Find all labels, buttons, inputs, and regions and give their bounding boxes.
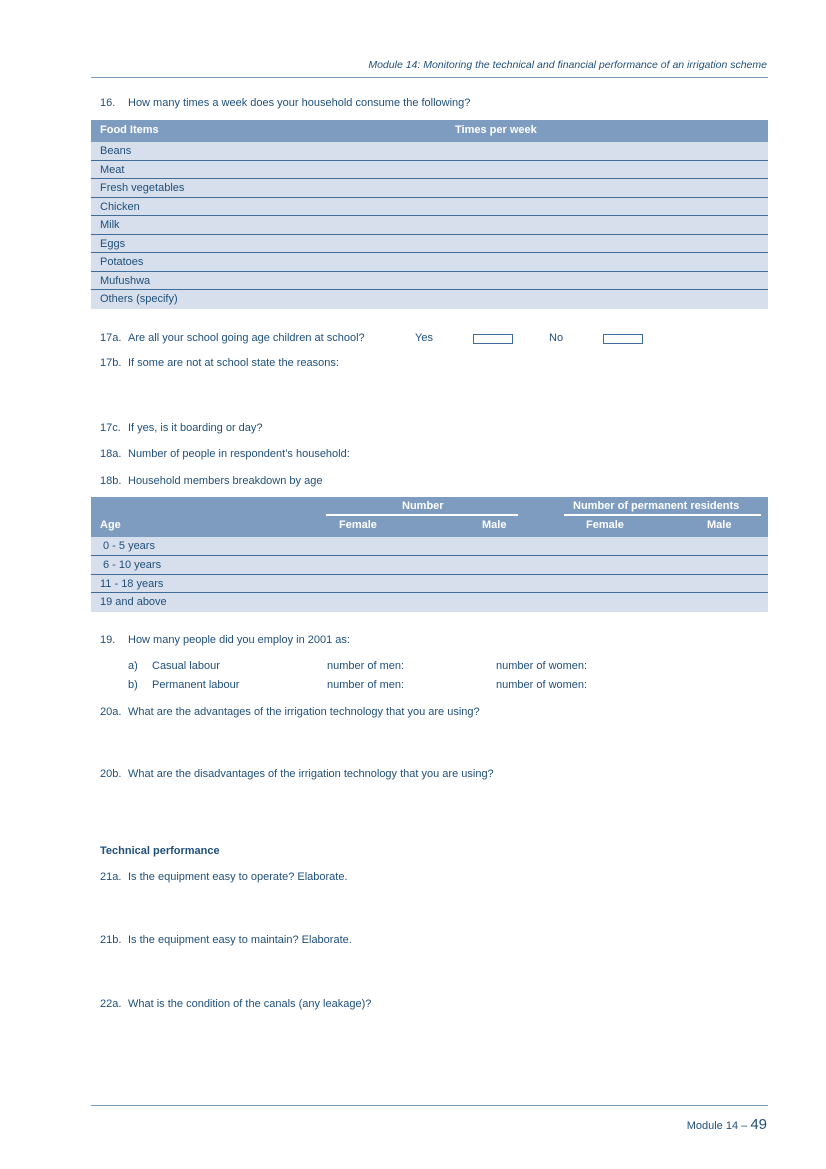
question-number: 20b. xyxy=(100,768,122,780)
table-row: Mufushwa xyxy=(91,272,768,291)
table-row: Meat xyxy=(91,161,768,180)
question-text: Are all your school going age children at school? xyxy=(128,332,365,344)
question-18b xyxy=(100,475,322,487)
question-text: Household members breakdown by age xyxy=(128,475,323,487)
question-text: If some are not at school state the reasons: xyxy=(128,357,339,369)
question-20b xyxy=(100,768,494,780)
question-number: 17a. xyxy=(100,332,122,344)
column-header-male: Male xyxy=(482,519,507,531)
question-number: 17c. xyxy=(100,422,121,434)
question-number: 18a. xyxy=(100,448,122,460)
question-number: 22a. xyxy=(100,998,122,1010)
column-header-male: Male xyxy=(707,519,732,531)
question-number: 21b. xyxy=(100,934,122,946)
question-number: 19. xyxy=(100,634,116,646)
question-text: What are the advantages of the irrigation technology that you are using? xyxy=(128,706,480,718)
question-20a xyxy=(100,706,480,718)
question-22a xyxy=(100,998,371,1010)
table-row: Eggs xyxy=(91,235,768,254)
table-row: Others (specify) xyxy=(91,290,768,309)
question-text: Is the equipment easy to operate? Elaborate. xyxy=(128,871,348,883)
item-letter: b) xyxy=(128,679,138,691)
question-number: 20a. xyxy=(100,706,122,718)
question-text: If yes, is it boarding or day? xyxy=(128,422,263,434)
table-row: Milk xyxy=(91,216,768,235)
header-rule xyxy=(91,77,768,78)
item-label: Casual labour xyxy=(152,660,220,672)
household-age-table xyxy=(91,497,768,612)
question-17b xyxy=(100,357,339,369)
table-row: 0 - 5 years xyxy=(91,537,768,556)
header-underline xyxy=(564,514,761,516)
column-header-female: Female xyxy=(339,519,377,531)
question-17a xyxy=(100,332,365,344)
column-group-permanent-residents: Number of permanent residents xyxy=(573,500,740,512)
column-group-number: Number xyxy=(402,500,444,512)
question-21b xyxy=(100,934,352,946)
table-header xyxy=(91,120,768,142)
footer-rule xyxy=(91,1105,768,1106)
no-label: No xyxy=(549,332,564,344)
page-number: 49 xyxy=(750,1116,767,1133)
page-footer xyxy=(687,1116,767,1133)
table-row: Beans xyxy=(91,142,768,161)
women-label: number of women: xyxy=(496,679,588,691)
table-row: 11 - 18 years xyxy=(91,575,768,594)
food-consumption-table xyxy=(91,120,768,309)
question-number: 18b. xyxy=(100,475,122,487)
table-row: 6 - 10 years xyxy=(91,556,768,575)
header-underline xyxy=(326,514,518,516)
question-text: What is the condition of the canals (any leakage)? xyxy=(128,998,372,1010)
item-letter: a) xyxy=(128,660,138,672)
question-text: How many times a week does your household consume the following? xyxy=(128,97,471,109)
column-header-female: Female xyxy=(586,519,624,531)
table-row: Fresh vegetables xyxy=(91,179,768,198)
men-label: number of men: xyxy=(327,660,405,672)
footer-label: Module 14 – xyxy=(686,1120,748,1132)
no-checkbox[interactable] xyxy=(603,334,643,344)
section-title: Technical performance xyxy=(100,845,220,857)
header-title: Module 14: Monitoring the technical and financial performance of an irrigation scheme xyxy=(368,59,767,71)
question-17c xyxy=(100,422,263,434)
women-label: number of women: xyxy=(496,660,588,672)
question-number: 16. xyxy=(100,97,116,109)
column-header-times-per-week: Times per week xyxy=(455,124,537,136)
yes-checkbox[interactable] xyxy=(473,334,513,344)
column-header-age: Age xyxy=(100,519,121,531)
men-label: number of men: xyxy=(327,679,405,691)
question-text: How many people did you employ in 2001 as: xyxy=(128,634,350,646)
table-row: Chicken xyxy=(91,198,768,217)
question-number: 21a. xyxy=(100,871,122,883)
question-text: Number of people in respondent’s household: xyxy=(128,448,350,460)
table-row: 19 and above xyxy=(91,593,768,612)
question-number: 17b. xyxy=(100,357,122,369)
item-label: Permanent labour xyxy=(152,679,240,691)
yes-label: Yes xyxy=(415,332,433,344)
question-16 xyxy=(100,97,470,109)
table-header xyxy=(91,497,768,537)
table-row: Potatoes xyxy=(91,253,768,272)
question-text: Is the equipment easy to maintain? Elaborate. xyxy=(128,934,352,946)
question-18a xyxy=(100,448,350,460)
question-21a xyxy=(100,871,348,883)
question-19 xyxy=(100,634,350,646)
column-header-food-items: Food Items xyxy=(100,124,159,136)
question-text: What are the disadvantages of the irrigation technology that you are using? xyxy=(128,768,494,780)
